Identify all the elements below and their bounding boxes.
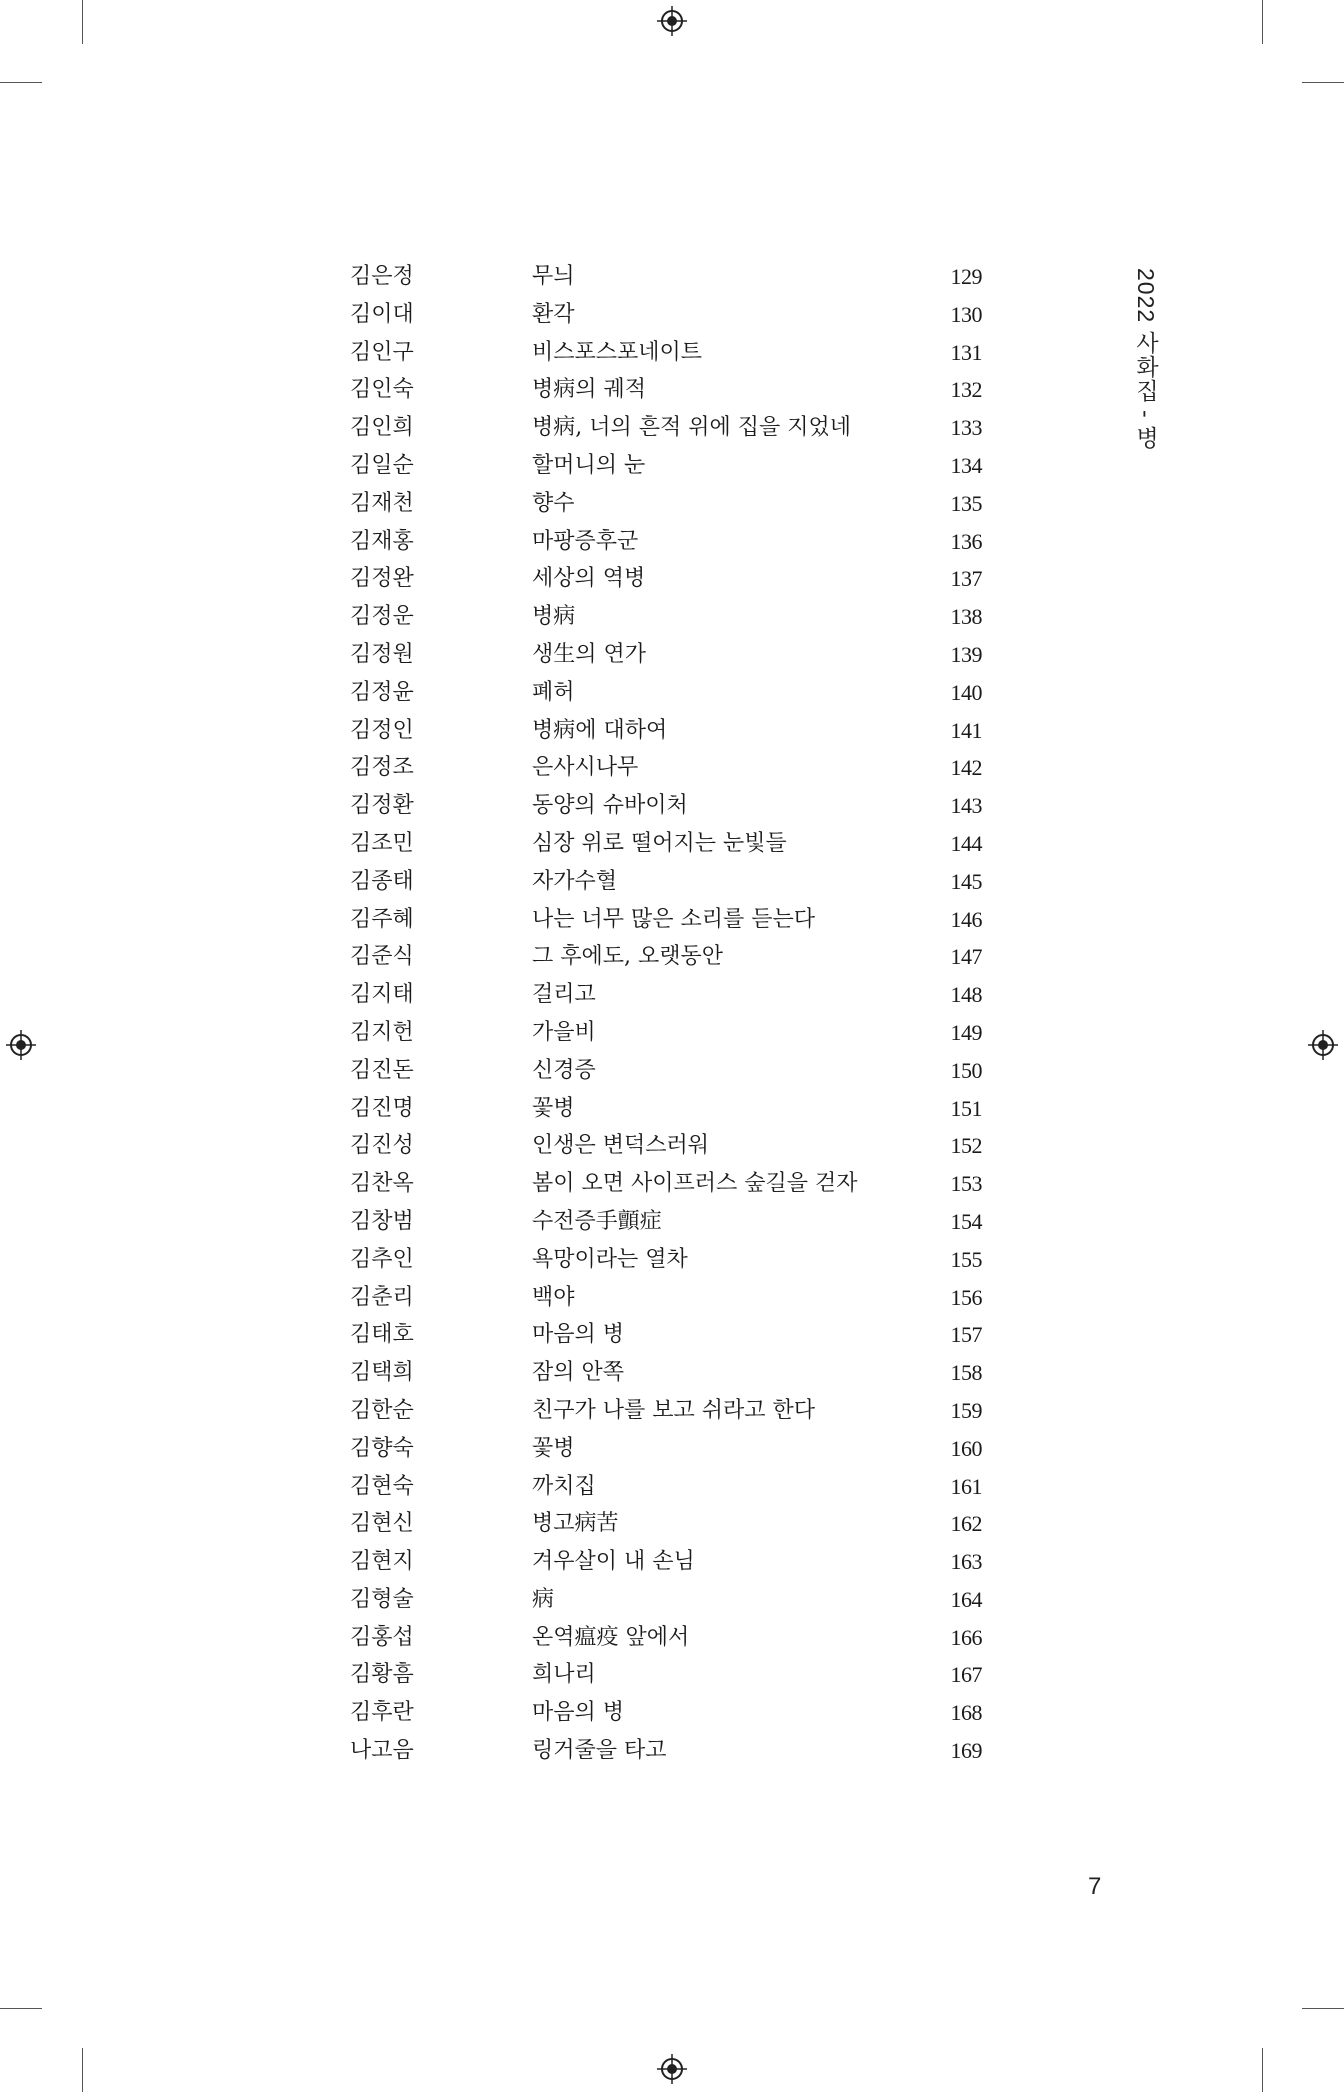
registration-mark-right-icon (1308, 1030, 1338, 1060)
toc-page-number: 131 (950, 339, 982, 365)
registration-mark-bottom-icon (657, 2054, 687, 2084)
toc-author: 김정환 (350, 793, 414, 819)
toc-title: 폐허 (532, 679, 575, 705)
toc-title: 까치집 (532, 1473, 596, 1499)
toc-title: 생生의 연가 (532, 641, 647, 667)
toc-author: 김정조 (350, 755, 414, 781)
toc-page-number: 137 (950, 566, 982, 592)
toc-entry (350, 485, 990, 523)
toc-entry (350, 938, 990, 976)
toc-author: 김찬옥 (350, 1171, 414, 1197)
toc-entry (350, 447, 990, 485)
toc-page-number: 141 (950, 717, 982, 743)
toc-title: 병病 (532, 604, 576, 630)
toc-entry (350, 1543, 990, 1581)
toc-page-number: 149 (950, 1019, 982, 1045)
registration-mark-top-icon (657, 6, 687, 36)
toc-title: 세상의 역병 (532, 566, 646, 592)
toc-page-number: 164 (950, 1586, 982, 1612)
toc-entry (350, 1694, 990, 1732)
toc-entry (350, 523, 990, 561)
registration-mark-left-icon (6, 1030, 36, 1060)
toc-page-number: 150 (950, 1057, 982, 1083)
toc-page-number: 156 (950, 1284, 982, 1310)
toc-entry (350, 1354, 990, 1392)
toc-title: 할머니의 눈 (532, 452, 646, 478)
toc-author: 김정완 (350, 566, 414, 592)
toc-entry (350, 901, 990, 939)
toc-author: 김택희 (350, 1360, 414, 1386)
toc-page-number: 161 (950, 1473, 982, 1499)
toc-page-number: 155 (950, 1246, 982, 1272)
toc-entry (350, 1165, 990, 1203)
toc-author: 김인숙 (350, 377, 414, 403)
toc-page-number: 151 (950, 1095, 982, 1121)
toc-page-number: 146 (950, 906, 982, 932)
toc-title: 꽃병 (532, 1095, 575, 1121)
toc-page-number: 147 (950, 944, 982, 970)
toc-title: 수전증手顫症 (532, 1208, 662, 1234)
toc-page-number: 129 (950, 264, 982, 289)
toc-title: 링거줄을 타고 (532, 1738, 667, 1764)
toc-entry (350, 334, 990, 372)
toc-entry (350, 787, 990, 825)
toc-title: 무늬 (532, 264, 575, 289)
crop-mark-bottom-left (82, 2048, 83, 2092)
crop-mark-right-bottom (1302, 2008, 1344, 2009)
toc-author: 김태호 (350, 1322, 414, 1348)
toc-entry (350, 1430, 990, 1468)
toc-title: 나는 너무 많은 소리를 듣는다 (532, 906, 815, 932)
toc-author: 김형술 (350, 1586, 414, 1612)
toc-author: 김진명 (350, 1095, 414, 1121)
toc-author: 김은정 (350, 264, 414, 289)
toc-page-number: 140 (950, 679, 982, 705)
toc-title: 향수 (532, 490, 575, 516)
toc-page-number: 134 (950, 452, 982, 478)
table-of-contents (350, 258, 990, 1770)
toc-title: 그 후에도, 오랫동안 (532, 944, 723, 970)
toc-author: 김정윤 (350, 679, 414, 705)
toc-title: 신경증 (532, 1057, 596, 1083)
toc-page-number: 133 (950, 415, 982, 441)
toc-author: 김종태 (350, 868, 414, 894)
toc-title: 가을비 (532, 1019, 596, 1045)
toc-title: 병病, 너의 흔적 위에 집을 지었네 (532, 415, 851, 441)
toc-title: 잠의 안쪽 (532, 1360, 625, 1386)
toc-author: 김추인 (350, 1246, 414, 1272)
toc-page-number: 148 (950, 982, 982, 1008)
toc-title: 걸리고 (532, 982, 596, 1008)
toc-title: 친구가 나를 보고 쉬라고 한다 (532, 1397, 815, 1423)
toc-author: 김진성 (350, 1133, 414, 1159)
crop-mark-left-bottom (0, 2008, 42, 2009)
toc-author: 김주혜 (350, 906, 414, 932)
toc-title: 희나리 (532, 1662, 596, 1688)
toc-page-number: 152 (950, 1133, 982, 1159)
toc-entry (350, 1581, 990, 1619)
toc-author: 김지헌 (350, 1019, 414, 1045)
toc-entry (350, 1732, 990, 1770)
toc-title: 마음의 병 (532, 1322, 625, 1348)
toc-title: 은사시나무 (532, 755, 639, 781)
toc-page-number: 160 (950, 1435, 982, 1461)
toc-author: 김정운 (350, 604, 414, 630)
toc-page-number: 153 (950, 1171, 982, 1197)
toc-page-number: 138 (950, 604, 982, 630)
toc-page-number: 139 (950, 641, 982, 667)
toc-author: 김현숙 (350, 1473, 414, 1499)
toc-page-number: 157 (950, 1322, 982, 1348)
toc-author: 김정인 (350, 717, 414, 743)
toc-title: 겨우살이 내 손님 (532, 1549, 695, 1575)
toc-entry (350, 825, 990, 863)
toc-page-number: 130 (950, 301, 982, 327)
toc-entry (350, 863, 990, 901)
toc-page-number: 162 (950, 1511, 982, 1537)
toc-author: 김정원 (350, 641, 414, 667)
toc-author: 김인구 (350, 339, 414, 365)
toc-entry (350, 1279, 990, 1317)
toc-page-number: 166 (950, 1624, 982, 1650)
toc-author: 김재홍 (350, 528, 414, 554)
crop-mark-top-right (1262, 0, 1263, 44)
toc-title: 봄이 오면 사이프러스 숲길을 걷자 (532, 1171, 858, 1197)
toc-author: 김일순 (350, 452, 414, 478)
toc-page-number: 159 (950, 1397, 982, 1423)
toc-entry (350, 1316, 990, 1354)
toc-author: 김이대 (350, 301, 414, 327)
toc-entry (350, 1505, 990, 1543)
toc-title: 병고病苦 (532, 1511, 619, 1537)
running-head: 2022 사화집 - 병 (1133, 268, 1159, 450)
toc-page-number: 169 (950, 1738, 982, 1764)
toc-entry (350, 1619, 990, 1657)
toc-entry (350, 674, 990, 712)
toc-entry (350, 296, 990, 334)
toc-author: 김향숙 (350, 1435, 414, 1461)
toc-entry (350, 976, 990, 1014)
toc-entry (350, 371, 990, 409)
toc-title: 심장 위로 떨어지는 눈빛들 (532, 830, 787, 856)
toc-entry (350, 712, 990, 750)
toc-author: 김현지 (350, 1549, 414, 1575)
toc-page-number: 154 (950, 1208, 982, 1234)
toc-page-number: 136 (950, 528, 982, 554)
toc-page-number: 158 (950, 1360, 982, 1386)
toc-title: 마팡증후군 (532, 528, 639, 554)
crop-mark-bottom-right (1262, 2048, 1263, 2092)
toc-page-number: 144 (950, 830, 982, 856)
toc-author: 김한순 (350, 1397, 414, 1423)
toc-author: 김후란 (350, 1700, 414, 1726)
toc-entry (350, 1127, 990, 1165)
toc-author: 김준식 (350, 944, 414, 970)
toc-page-number: 143 (950, 793, 982, 819)
toc-entry (350, 258, 990, 296)
toc-title: 욕망이라는 열차 (532, 1246, 688, 1272)
toc-title: 비스포스포네이트 (532, 339, 703, 365)
toc-author: 김현신 (350, 1511, 414, 1537)
toc-title: 병病에 대하여 (532, 717, 668, 743)
toc-title: 꽃병 (532, 1435, 575, 1461)
toc-entry (350, 1241, 990, 1279)
toc-entry (350, 598, 990, 636)
toc-author: 김인희 (350, 415, 414, 441)
toc-entry (350, 1656, 990, 1694)
crop-mark-right-top (1302, 82, 1344, 83)
toc-page-number: 132 (950, 377, 982, 403)
crop-mark-top-left (82, 0, 83, 44)
toc-title: 동양의 슈바이처 (532, 793, 688, 819)
toc-title: 病 (532, 1586, 555, 1612)
toc-page-number: 168 (950, 1700, 982, 1726)
toc-entry (350, 749, 990, 787)
toc-page-number: 142 (950, 755, 982, 781)
toc-entry (350, 560, 990, 598)
toc-author: 김춘리 (350, 1284, 414, 1310)
toc-title: 온역瘟疫 앞에서 (532, 1624, 690, 1650)
toc-author: 김황흠 (350, 1662, 414, 1688)
toc-author: 김재천 (350, 490, 414, 516)
toc-entry (350, 1052, 990, 1090)
toc-entry (350, 1468, 990, 1506)
toc-title: 자가수혈 (532, 868, 618, 894)
toc-author: 김창범 (350, 1208, 414, 1234)
toc-entry (350, 636, 990, 674)
toc-page-number: 167 (950, 1662, 982, 1688)
toc-author: 김조민 (350, 830, 414, 856)
toc-page-number: 145 (950, 868, 982, 894)
page-number: 7 (1088, 1873, 1102, 1900)
toc-entry (350, 1014, 990, 1052)
toc-title: 백야 (532, 1284, 575, 1310)
toc-page-number: 163 (950, 1549, 982, 1575)
toc-entry (350, 409, 990, 447)
toc-entry (350, 1392, 990, 1430)
toc-title: 마음의 병 (532, 1700, 625, 1726)
toc-author: 김진돈 (350, 1057, 414, 1083)
toc-title: 인생은 변덕스러워 (532, 1133, 710, 1159)
toc-title: 환각 (532, 301, 575, 327)
toc-entry (350, 1090, 990, 1128)
toc-author: 김지태 (350, 982, 414, 1008)
toc-entry (350, 1203, 990, 1241)
toc-title: 병病의 궤적 (532, 377, 647, 403)
crop-mark-left-top (0, 82, 42, 83)
toc-author: 나고음 (350, 1738, 414, 1764)
toc-author: 김홍섭 (350, 1624, 414, 1650)
toc-page-number: 135 (950, 490, 982, 516)
